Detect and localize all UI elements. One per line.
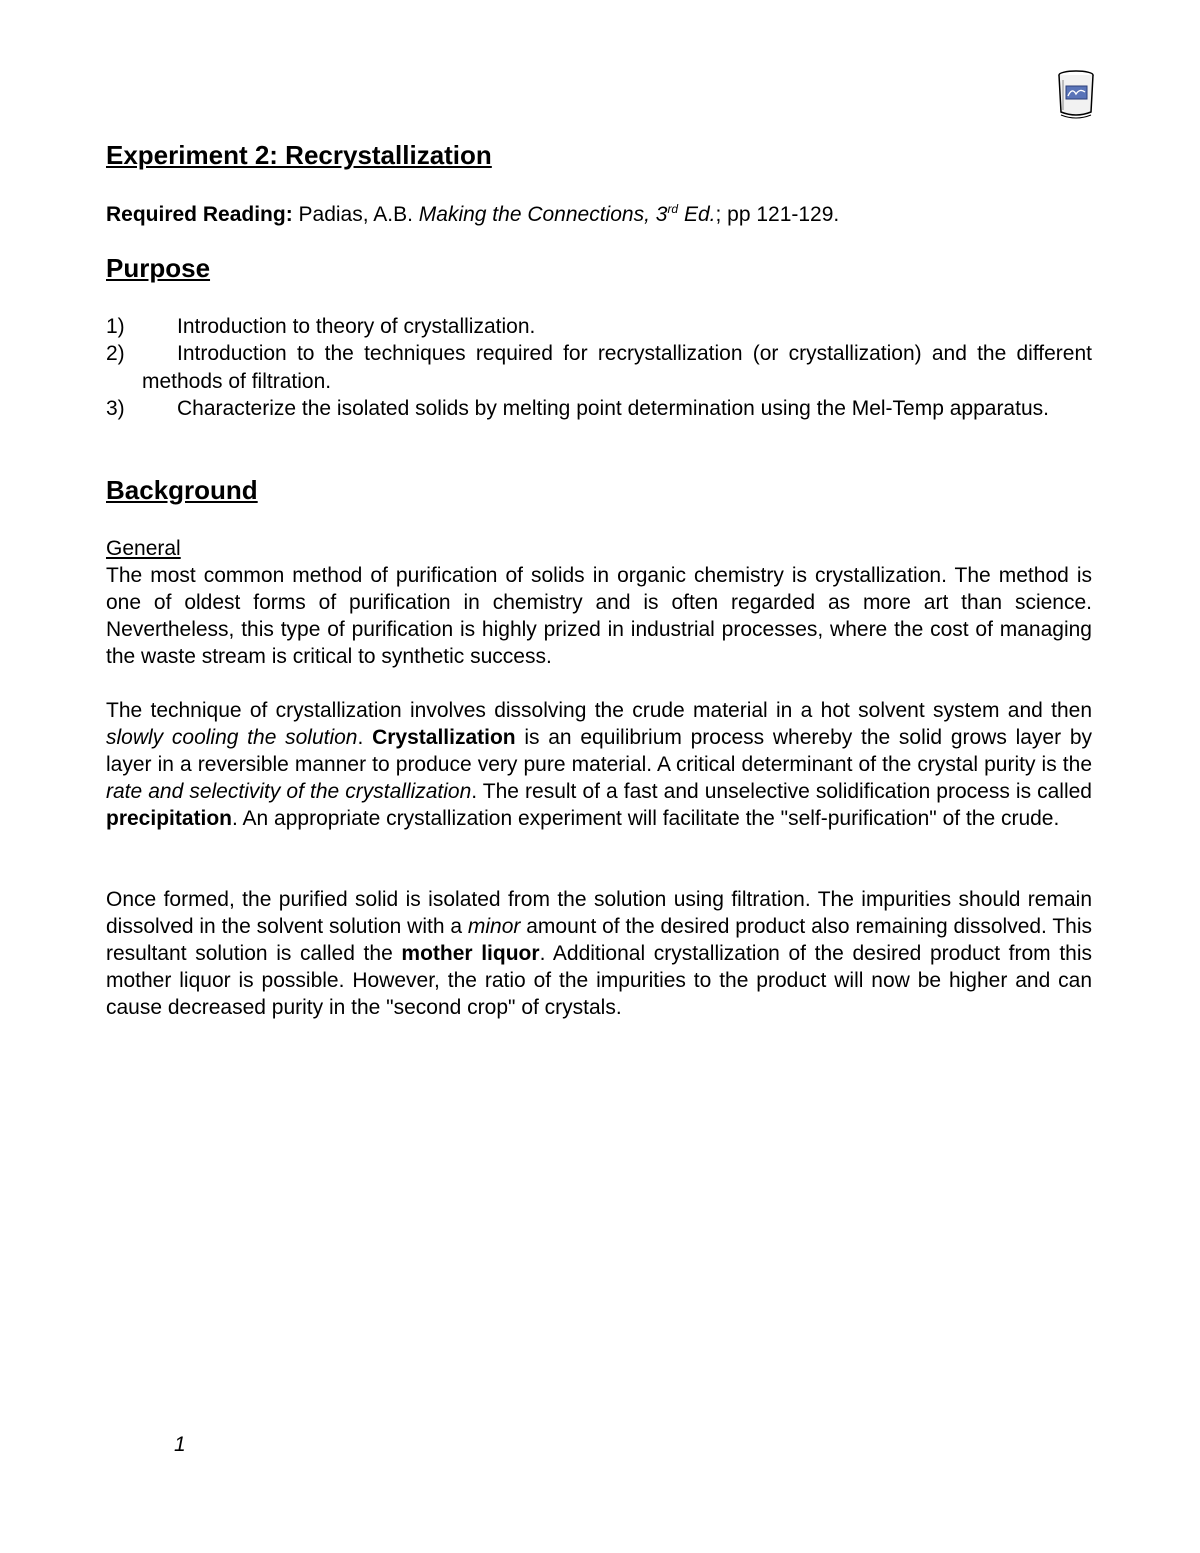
beaker-logo-icon [1055, 68, 1097, 120]
required-reading-label: Required Reading: [106, 203, 293, 226]
reading-pages: ; pp 121-129. [715, 203, 840, 226]
edition-superscript: rd [667, 202, 679, 216]
required-reading [106, 201, 839, 228]
general-subheading: General [106, 537, 181, 560]
reading-author: Padias, A.B. [298, 203, 413, 226]
paragraph-general: The most common method of purification of solids in organic chemistry is crystallization. The method is one of oldest forms of purification in chemistry and is often regarded as more art than science. Nevertheless, this type of purification is highly prized in industrial processes, where the cost of managing the waste stream is critical to synthetic success. [106, 564, 1092, 668]
paragraph-technique: The technique of crystallization involves dissolving the crude material in a hot solvent system and then slowly cooling the solution. Crystallization is an equilibrium process whereby the solid grows layer by layer in a reversible manner to produce very pure material. A critical determinant of the crystal purity is the rate and selectivity of the crystallization. The result of a fast and unselective solidification process is called precipitation. An appropriate crystallization experiment will facilitate the "self-purification" of the crude. [106, 699, 1093, 830]
list-item: 2) Introduction to the techniques required for recrystallization (or crystallization) and the different methods of filtration. [106, 342, 1092, 393]
list-item: 3) Characterize the isolated solids by melting point determination using the Mel-Temp apparatus. [106, 397, 1049, 421]
reading-book: Making the Connections, 3rd Ed. [418, 202, 716, 226]
page-number: 1 [174, 1433, 186, 1456]
paragraph-isolation: Once formed, the purified solid is isolated from the solution using filtration. The impurities should remain dissolved in the solvent solution with a minor amount of the desired product also remaining dissolved. This resultant solution is called the mother liquor. Additional crystallization of the desired product from this mother liquor is possible. However, the ratio of the impurities to the product will now be higher and can cause decreased purity in the "second crop" of crystals. [106, 888, 1093, 1019]
purpose-list [106, 313, 1092, 423]
list-item: 1) Introduction to theory of crystallization. [106, 315, 536, 338]
background-heading: Background [106, 475, 258, 505]
purpose-heading: Purpose [106, 253, 211, 283]
document-title: Experiment 2: Recrystallization [106, 140, 492, 170]
